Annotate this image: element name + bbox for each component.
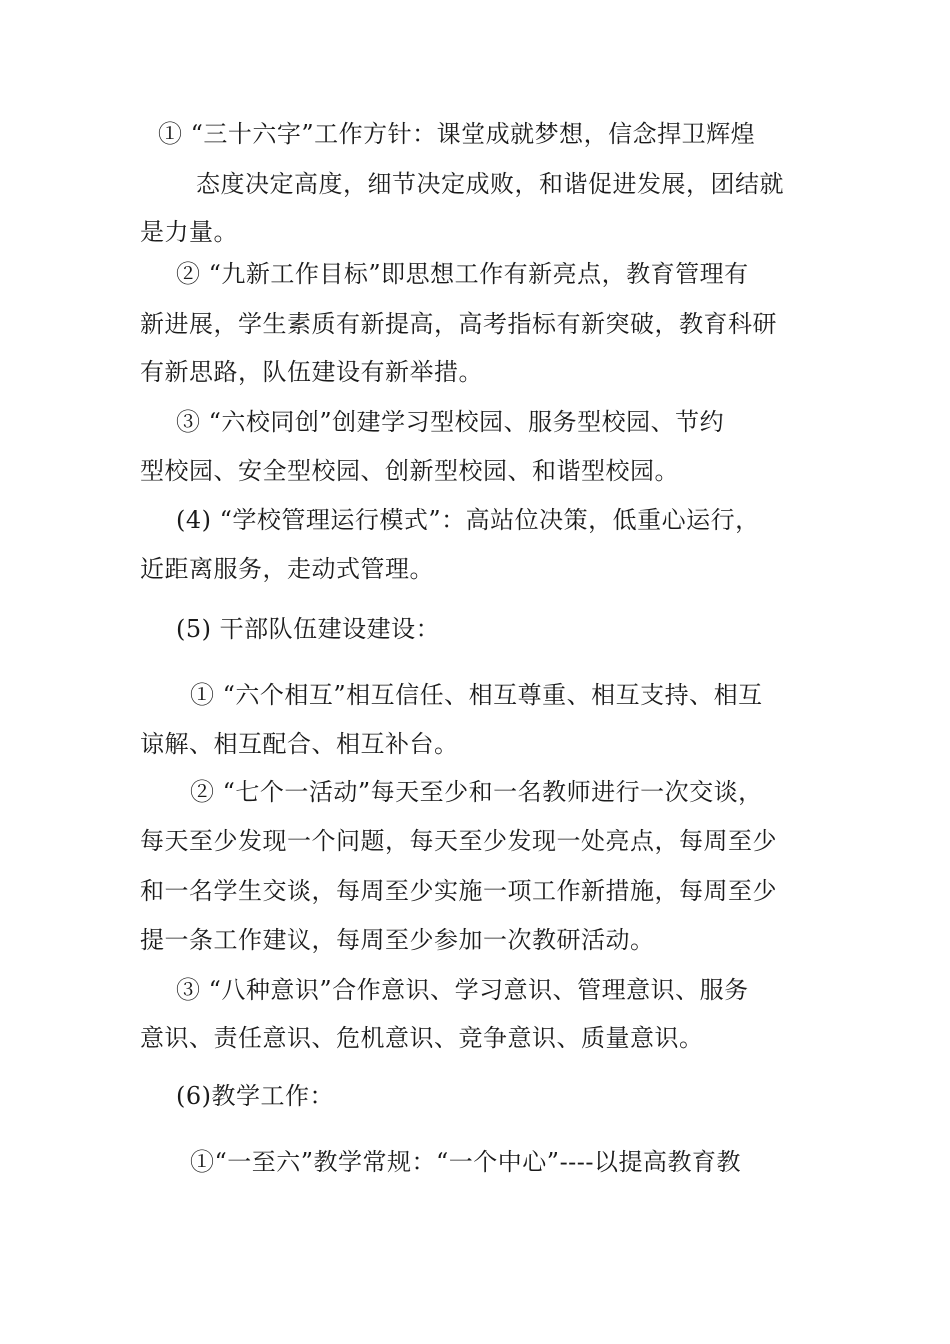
text-line: ① “六个相互”相互信任、相互尊重、相互支持、相互: [190, 681, 763, 709]
text-line: (5) 干部队伍建设建设：: [176, 615, 441, 643]
text-line: ①“一至六”教学常规：“一个中心”----以提高教育教: [190, 1148, 742, 1176]
text-line: 态度决定高度，细节决定成败，和谐促进发展，团结就: [196, 170, 784, 198]
text-line: 和一名学生交谈，每周至少实施一项工作新措施，每周至少: [140, 877, 777, 905]
text-line: 新进展，学生素质有新提高，高考指标有新突破，教育科研: [140, 310, 777, 338]
text-line: ③ “八种意识”合作意识、学习意识、管理意识、服务: [176, 976, 749, 1004]
text-line: ① “三十六字”工作方针：课堂成就梦想，信念捍卫辉煌: [158, 120, 756, 148]
text-line: 谅解、相互配合、相互补台。: [140, 730, 459, 758]
text-line: 提一条工作建议，每周至少参加一次教研活动。: [140, 926, 655, 954]
text-line: 是力量。: [140, 218, 238, 246]
text-line: ② “七个一活动”每天至少和一名教师进行一次交谈，: [190, 778, 763, 806]
text-line: (6)教学工作：: [176, 1082, 334, 1110]
text-line: 有新思路，队伍建设有新举措。: [140, 358, 483, 386]
text-line: 近距离服务，走动式管理。: [140, 555, 434, 583]
text-line: ③ “六校同创”创建学习型校园、服务型校园、节约: [176, 408, 725, 436]
text-line: 意识、责任意识、危机意识、竞争意识、质量意识。: [140, 1024, 704, 1052]
text-line: 每天至少发现一个问题，每天至少发现一处亮点，每周至少: [140, 827, 777, 855]
text-line: ② “九新工作目标”即思想工作有新亮点，教育管理有: [176, 260, 749, 288]
text-line: 型校园、安全型校园、创新型校园、和谐型校园。: [140, 457, 679, 485]
text-line: (4) “学校管理运行模式”：高站位决策，低重心运行，: [176, 506, 760, 534]
